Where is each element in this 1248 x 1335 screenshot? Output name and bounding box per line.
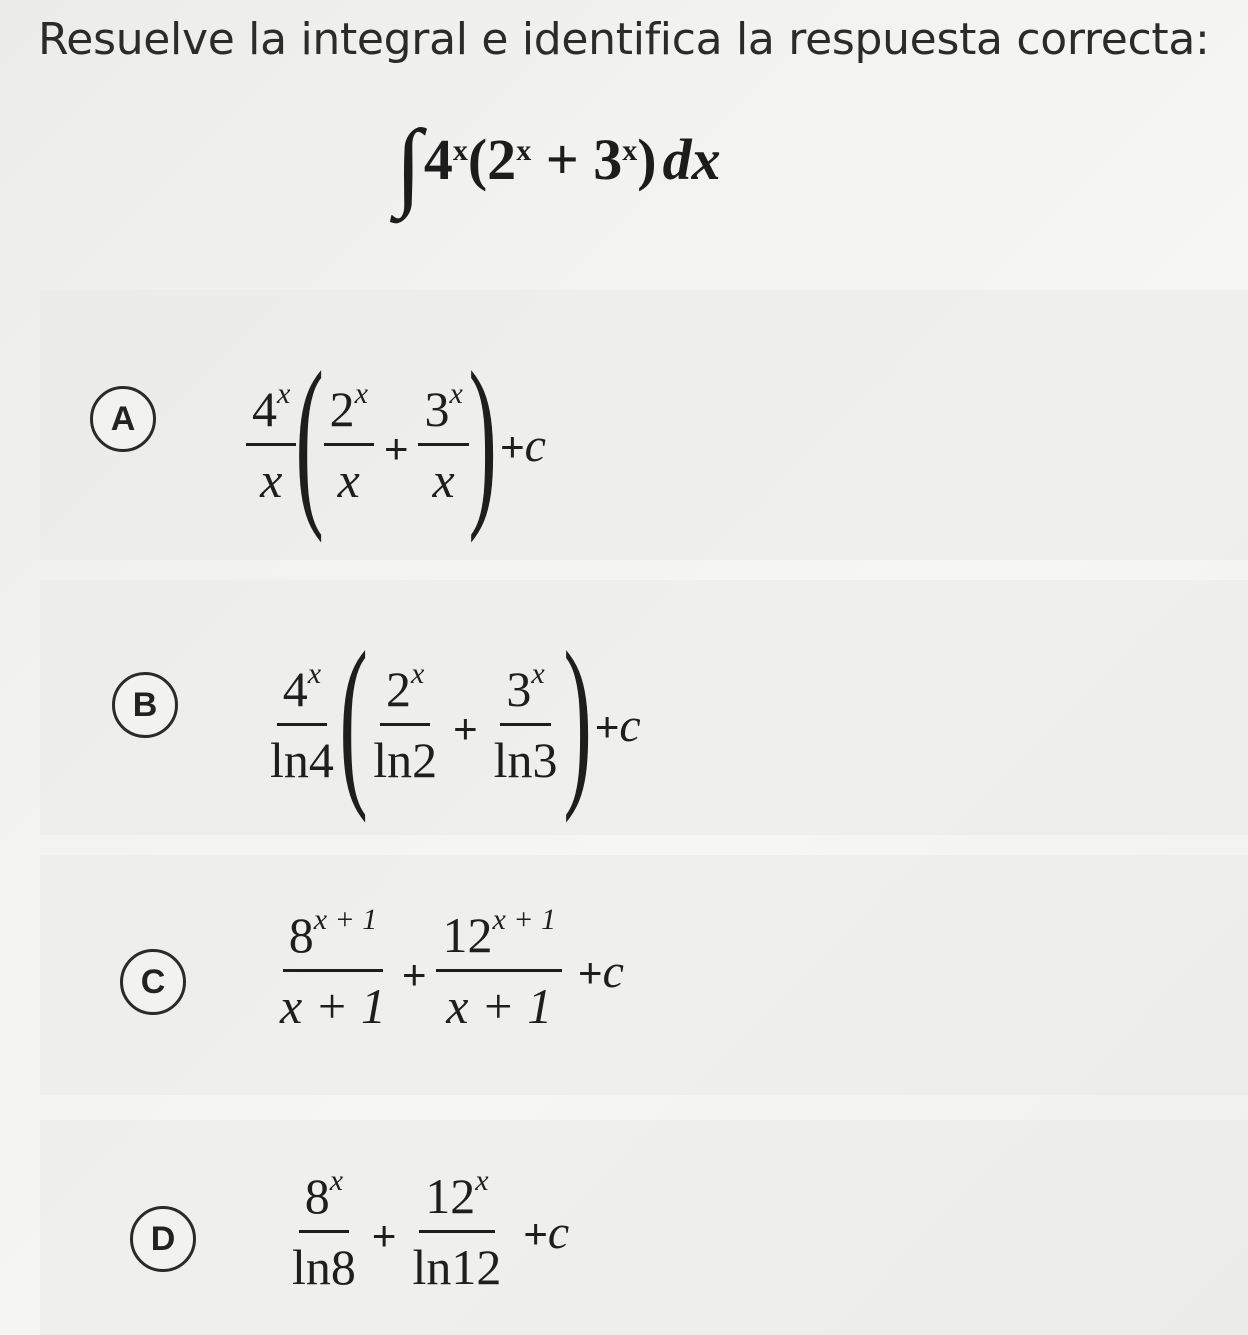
option-d-f1-den: ln8 (292, 1238, 356, 1295)
option-b-f2-exp: x (410, 657, 425, 690)
option-c-formula (268, 903, 624, 1035)
option-d-card (40, 1120, 1248, 1335)
option-d-f1-exp: x (329, 1164, 344, 1197)
option-b-f1-den: ln4 (270, 731, 334, 788)
option-b-f1-exp: x (307, 657, 322, 690)
option-a-f3-den: x (432, 451, 455, 508)
option-d-f1-num: 8 (304, 1168, 330, 1224)
option-d-radio[interactable]: D (130, 1206, 196, 1272)
option-c-fraction-2 (436, 903, 562, 1035)
integral-exponent-2: x (516, 134, 532, 167)
option-d-plus: + (371, 1212, 397, 1259)
option-c-f2-exp: x + 1 (492, 903, 557, 936)
integral-dx: dx (662, 126, 721, 192)
option-d-constant: +c (523, 1205, 570, 1259)
option-c-constant: +c (578, 944, 624, 998)
option-a-right-paren: ) (468, 334, 497, 544)
option-d-formula (280, 1164, 570, 1296)
option-c-radio[interactable]: C (120, 949, 186, 1015)
integral-open: (2 (467, 126, 517, 192)
option-a-card (40, 290, 1248, 560)
integral-close: ) (637, 126, 657, 192)
option-c[interactable] (0, 855, 1248, 1095)
option-c-f2-den: x + 1 (446, 977, 553, 1034)
option-a-f1-exp: x (277, 377, 291, 410)
option-b-constant: +c (594, 698, 641, 752)
option-a-f3-exp: x (449, 377, 463, 410)
option-a-f2-num: 2 (329, 381, 355, 437)
option-d-f2-den: ln12 (412, 1238, 502, 1295)
option-c-f1-exp: x + 1 (313, 903, 378, 936)
integral-exponent-3: x (622, 134, 638, 167)
option-c-f2-num: 12 (442, 907, 493, 963)
option-b-right-paren: ) (562, 614, 592, 824)
option-b-f2-num: 2 (385, 661, 411, 717)
option-b-f3-exp: x (531, 657, 545, 690)
option-a-fraction-3 (418, 377, 468, 509)
integral-expression (395, 110, 721, 219)
option-d-fraction-1 (286, 1164, 362, 1296)
option-a-f3-num: 3 (424, 381, 450, 437)
option-b-f3-num: 3 (506, 661, 532, 717)
option-a-fraction-1 (246, 377, 296, 509)
option-b-card (40, 580, 1248, 835)
option-d[interactable] (0, 1120, 1248, 1335)
option-a-formula (240, 334, 546, 544)
option-d-fraction-2 (406, 1164, 507, 1296)
option-a-f2-exp: x (354, 377, 368, 410)
option-d-f2-exp: x (475, 1164, 489, 1197)
option-c-card (40, 855, 1248, 1095)
option-a-radio[interactable]: A (90, 386, 156, 452)
integral-sign: ∫ (395, 111, 422, 219)
integral-base: 4 (423, 126, 453, 192)
option-b-radio[interactable]: B (112, 672, 178, 738)
option-b-formula (258, 614, 641, 824)
option-a-f2-den: x (337, 451, 360, 508)
option-c-f1-den: x + 1 (280, 977, 386, 1034)
option-b-fraction-2 (367, 657, 443, 789)
option-c-fraction-1 (274, 903, 392, 1035)
option-a-fraction-2 (324, 377, 374, 509)
option-b-f2-den: ln2 (373, 731, 438, 788)
option-a[interactable] (0, 290, 1248, 560)
option-c-plus: + (401, 951, 427, 998)
option-b-f3-den: ln3 (493, 731, 558, 788)
option-b-fraction-3 (488, 657, 564, 789)
question-prompt: Resuelve la integral e identifica la respuesta correcta: (38, 14, 1210, 65)
option-a-left-paren: ( (295, 334, 325, 544)
option-a-constant: +c (500, 418, 546, 472)
integral-plus: + 3 (531, 126, 623, 192)
option-d-f2-num: 12 (425, 1168, 476, 1224)
option-b-f1-num: 4 (282, 661, 308, 717)
option-b-left-paren: ( (339, 614, 368, 824)
option-b-plus: + (453, 705, 478, 752)
option-b[interactable] (0, 580, 1248, 835)
option-c-f1-num: 8 (288, 907, 314, 963)
option-a-f1-num: 4 (252, 381, 277, 437)
option-b-fraction-1 (264, 657, 340, 789)
option-a-f1-den: x (260, 451, 283, 508)
integral-exponent: x (452, 134, 468, 167)
option-a-plus: + (383, 425, 409, 472)
